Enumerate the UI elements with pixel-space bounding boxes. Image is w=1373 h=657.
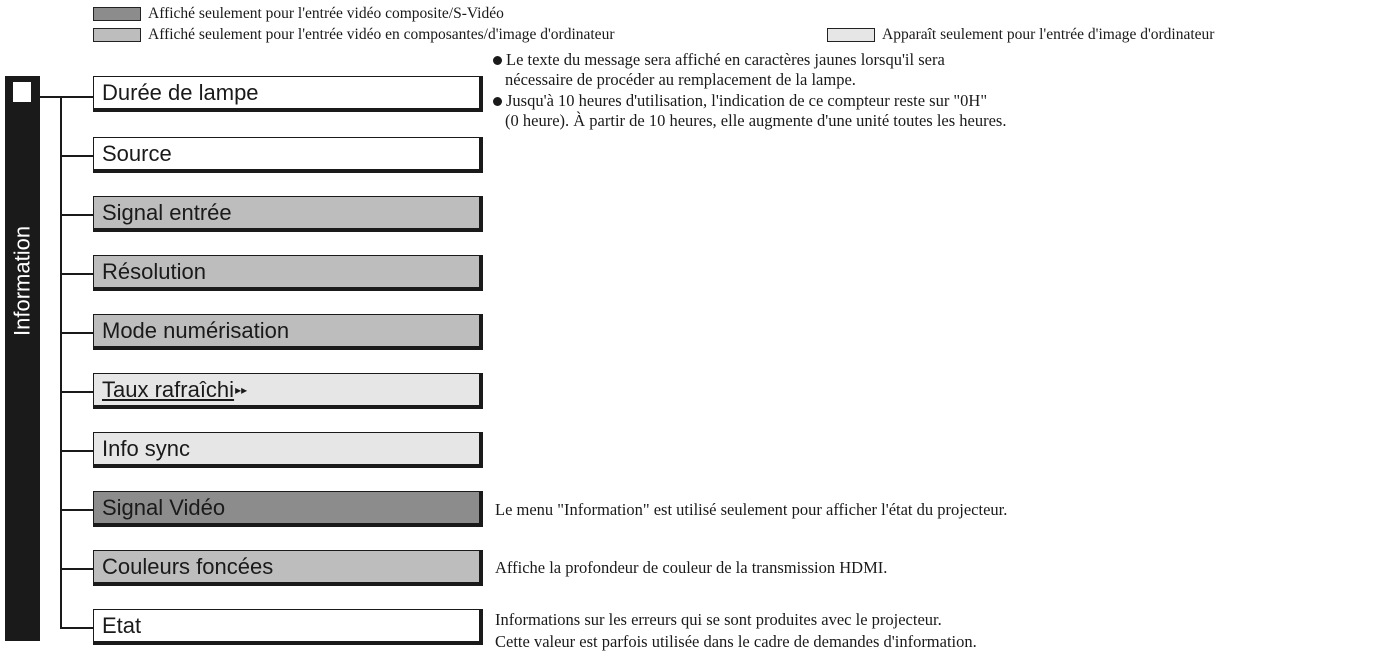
glossary-link[interactable]: Taux rafraîchi <box>102 376 235 402</box>
glossary-arrow-icon: ▸▸ <box>235 382 248 397</box>
legend-swatch-light <box>827 28 875 42</box>
legend-composite <box>93 5 504 23</box>
legend-component <box>93 26 614 44</box>
note-text: Jusqu'à 10 heures d'utilisation, l'indication de ce compteur reste sur "0H" <box>506 91 988 110</box>
legend-swatch-mid <box>93 28 141 42</box>
information-tab-label: Information <box>9 225 35 336</box>
deep-color-note: Affiche la profondeur de couleur de la transmission HDMI. <box>495 558 888 577</box>
menu-item-refresh-rate <box>93 373 483 409</box>
tree-branch <box>60 391 95 393</box>
menu-item-label: Source <box>102 140 172 166</box>
tree-branch <box>60 96 95 98</box>
tab-square-icon <box>13 82 31 102</box>
legend-computer <box>827 26 1214 44</box>
menu-item-label: Durée de lampe <box>102 79 259 105</box>
tree-branch <box>60 568 95 570</box>
tree-branch <box>60 509 95 511</box>
tree-branch <box>60 273 95 275</box>
note-text: nécessaire de procéder au remplacement de la lampe. <box>505 70 856 89</box>
menu-item-label: Signal Vidéo <box>102 494 226 520</box>
status-note-line2: Cette valeur est parfois utilisée dans le cadre de demandes d'information. <box>495 632 977 651</box>
legend-label: Affiché seulement pour l'entrée vidéo en composantes/d'image d'ordinateur <box>148 26 615 43</box>
tree-branch <box>60 450 95 452</box>
bullet-icon <box>493 97 502 106</box>
menu-item-lamp-hours <box>93 76 483 112</box>
tree-branch <box>60 214 95 216</box>
menu-item-resolution <box>93 255 483 291</box>
tree-trunk <box>60 96 62 628</box>
note-text: Le texte du message sera affiché en caractères jaunes lorsqu'il sera <box>506 50 945 69</box>
menu-item-label: Info sync <box>102 435 191 461</box>
bullet-icon <box>493 56 502 65</box>
information-tab <box>5 76 40 641</box>
menu-item-deep-color <box>93 550 483 586</box>
menu-item-label: Couleurs foncées <box>102 553 274 579</box>
tree-connector <box>40 96 62 98</box>
tree-branch <box>60 627 95 629</box>
legend-label: Apparaît seulement pour l'entrée d'image d'ordinateur <box>882 26 1215 43</box>
status-note-line1: Informations sur les erreurs qui se sont produites avec le projecteur. <box>495 610 942 629</box>
menu-item-label: Résolution <box>102 258 206 284</box>
menu-item-source <box>93 137 483 173</box>
tree-branch <box>60 332 95 334</box>
menu-item-input-signal <box>93 196 483 232</box>
lamp-note-1 <box>493 50 945 90</box>
menu-item-status <box>93 609 483 645</box>
legend-label: Affiché seulement pour l'entrée vidéo composite/S-Vidéo <box>148 5 504 22</box>
menu-item-label: Signal entrée <box>102 199 232 225</box>
menu-item-sync-info <box>93 432 483 468</box>
legend-swatch-dark <box>93 7 141 21</box>
menu-item-scan-mode <box>93 314 483 350</box>
menu-item-label: Mode numérisation <box>102 317 290 343</box>
lamp-note-2 <box>493 91 1006 131</box>
note-text: (0 heure). À partir de 10 heures, elle augmente d'une unité toutes les heures. <box>505 111 1007 130</box>
menu-item-label: Etat <box>102 612 142 638</box>
tree-branch <box>60 155 95 157</box>
menu-item-video-signal <box>93 491 483 527</box>
video-signal-note: Le menu "Information" est utilisé seulement pour afficher l'état du projecteur. <box>495 500 1008 519</box>
